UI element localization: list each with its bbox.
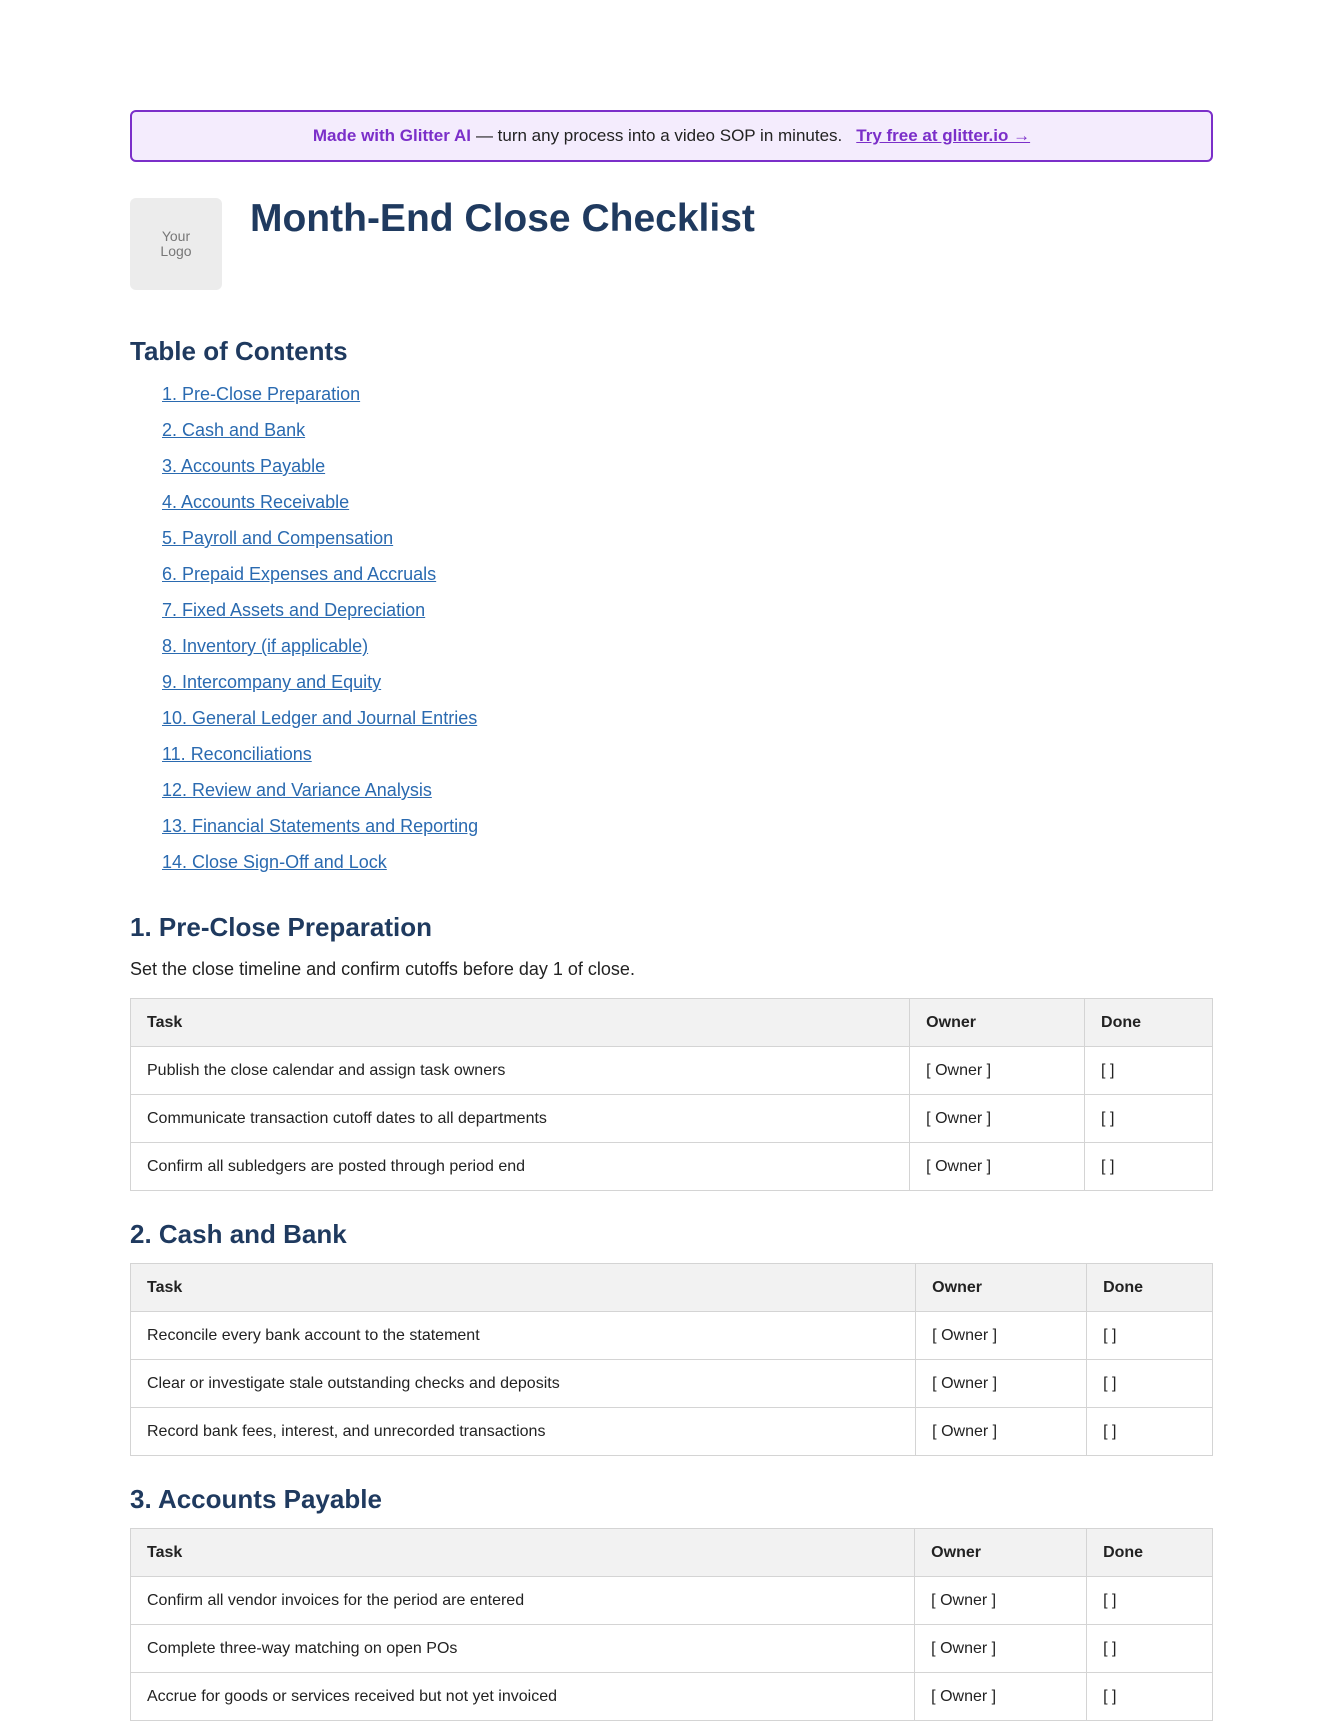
done-checkbox: [ ] xyxy=(1087,1673,1213,1721)
toc-item xyxy=(162,528,1213,564)
toc-link-pre-close-preparation[interactable]: 1. Pre-Close Preparation xyxy=(162,384,361,404)
task-table-accounts-payable xyxy=(130,1528,1213,1721)
column-header-task: Task xyxy=(131,1264,916,1312)
done-checkbox: [ ] xyxy=(1087,1625,1213,1673)
toc-link-financial-statements[interactable]: 13. Financial Statements and Reporting xyxy=(162,816,479,836)
done-checkbox: [ ] xyxy=(1085,1143,1213,1191)
table-of-contents xyxy=(162,384,1213,888)
toc-link-accounts-receivable[interactable]: 4. Accounts Receivable xyxy=(162,492,350,512)
table-row xyxy=(131,1408,1213,1456)
table-row xyxy=(131,1143,1213,1191)
toc-item xyxy=(162,420,1213,456)
owner-cell: [ Owner ] xyxy=(915,1625,1087,1673)
task-table-pre-close xyxy=(130,998,1213,1191)
done-checkbox: [ ] xyxy=(1087,1408,1213,1456)
toc-item xyxy=(162,708,1213,744)
toc-item xyxy=(162,780,1213,816)
toc-link-accounts-payable[interactable]: 3. Accounts Payable xyxy=(162,456,326,476)
logo-text-line2: Logo xyxy=(160,243,192,259)
section-title-cash-and-bank: 2. Cash and Bank xyxy=(130,1219,347,1249)
task-cell: Confirm all subledgers are posted through period end xyxy=(131,1143,910,1191)
toc-item xyxy=(162,636,1213,672)
column-header-done: Done xyxy=(1087,1264,1213,1312)
done-checkbox: [ ] xyxy=(1087,1577,1213,1625)
banner-brand: Made with Glitter AI xyxy=(312,126,471,145)
toc-item xyxy=(162,852,1213,888)
table-header-row xyxy=(131,1529,1213,1577)
owner-cell: [ Owner ] xyxy=(910,1047,1085,1095)
table-row xyxy=(131,1360,1213,1408)
table-header-row xyxy=(131,999,1213,1047)
table-header-row xyxy=(131,1264,1213,1312)
banner-text: — turn any process into a video SOP in minutes. xyxy=(475,126,843,145)
toc-link-close-sign-off[interactable]: 14. Close Sign-Off and Lock xyxy=(162,852,387,872)
owner-cell: [ Owner ] xyxy=(910,1095,1085,1143)
task-cell: Complete three-way matching on open POs xyxy=(131,1625,915,1673)
toc-link-intercompany-and-equity[interactable]: 9. Intercompany and Equity xyxy=(162,672,382,692)
toc-item xyxy=(162,744,1213,780)
column-header-task: Task xyxy=(131,999,910,1047)
table-row xyxy=(131,1673,1213,1721)
toc-link-general-ledger[interactable]: 10. General Ledger and Journal Entries xyxy=(162,708,478,728)
toc-link-payroll-and-compensation[interactable]: 5. Payroll and Compensation xyxy=(162,528,394,548)
table-row xyxy=(131,1577,1213,1625)
column-header-owner: Owner xyxy=(915,1529,1087,1577)
column-header-done: Done xyxy=(1085,999,1213,1047)
toc-item xyxy=(162,816,1213,852)
document-header xyxy=(130,198,1213,290)
owner-cell: [ Owner ] xyxy=(916,1408,1087,1456)
toc-item xyxy=(162,456,1213,492)
toc-link-review-and-variance[interactable]: 12. Review and Variance Analysis xyxy=(162,780,432,800)
task-cell: Confirm all vendor invoices for the period are entered xyxy=(131,1577,915,1625)
toc-link-inventory[interactable]: 8. Inventory (if applicable) xyxy=(162,636,369,656)
toc-link-reconciliations[interactable]: 11. Reconciliations xyxy=(162,744,312,764)
owner-cell: [ Owner ] xyxy=(916,1360,1087,1408)
section-title-accounts-payable: 3. Accounts Payable xyxy=(130,1484,382,1514)
toc-item xyxy=(162,384,1213,420)
owner-cell: [ Owner ] xyxy=(915,1673,1087,1721)
section-title-pre-close-preparation: 1. Pre-Close Preparation xyxy=(130,912,432,942)
owner-cell: [ Owner ] xyxy=(915,1577,1087,1625)
toc-item xyxy=(162,672,1213,708)
toc-link-cash-and-bank[interactable]: 2. Cash and Bank xyxy=(162,420,306,440)
column-header-done: Done xyxy=(1087,1529,1213,1577)
toc-item xyxy=(162,492,1213,528)
owner-cell: [ Owner ] xyxy=(916,1312,1087,1360)
task-cell: Accrue for goods or services received but not yet invoiced xyxy=(131,1673,915,1721)
toc-link-fixed-assets-and-depreciation[interactable]: 7. Fixed Assets and Depreciation xyxy=(162,600,426,620)
task-cell: Communicate transaction cutoff dates to all departments xyxy=(131,1095,910,1143)
toc-heading: Table of Contents xyxy=(130,336,348,366)
table-row xyxy=(131,1312,1213,1360)
task-cell: Publish the close calendar and assign task owners xyxy=(131,1047,910,1095)
task-cell: Clear or investigate stale outstanding checks and deposits xyxy=(131,1360,916,1408)
section-description: Set the close timeline and confirm cutoffs before day 1 of close. xyxy=(130,959,635,979)
done-checkbox: [ ] xyxy=(1085,1095,1213,1143)
table-row xyxy=(131,1047,1213,1095)
logo-text-line1: Your xyxy=(161,228,191,244)
page-title: Month-End Close Checklist xyxy=(250,197,755,240)
table-row xyxy=(131,1625,1213,1673)
document-page xyxy=(130,110,1213,1721)
task-cell: Record bank fees, interest, and unrecorded transactions xyxy=(131,1408,916,1456)
toc-item xyxy=(162,600,1213,636)
toc-link-prepaid-expenses-and-accruals[interactable]: 6. Prepaid Expenses and Accruals xyxy=(162,564,437,584)
table-row xyxy=(131,1095,1213,1143)
column-header-owner: Owner xyxy=(916,1264,1087,1312)
done-checkbox: [ ] xyxy=(1087,1312,1213,1360)
done-checkbox: [ ] xyxy=(1085,1047,1213,1095)
done-checkbox: [ ] xyxy=(1087,1360,1213,1408)
column-header-task: Task xyxy=(131,1529,915,1577)
logo-placeholder xyxy=(130,198,222,290)
owner-cell: [ Owner ] xyxy=(910,1143,1085,1191)
task-cell: Reconcile every bank account to the statement xyxy=(131,1312,916,1360)
toc-item xyxy=(162,564,1213,600)
column-header-owner: Owner xyxy=(910,999,1085,1047)
banner-cta-link[interactable]: Try free at glitter.io → xyxy=(856,126,1031,145)
promo-banner xyxy=(130,110,1213,162)
task-table-cash-and-bank xyxy=(130,1263,1213,1456)
